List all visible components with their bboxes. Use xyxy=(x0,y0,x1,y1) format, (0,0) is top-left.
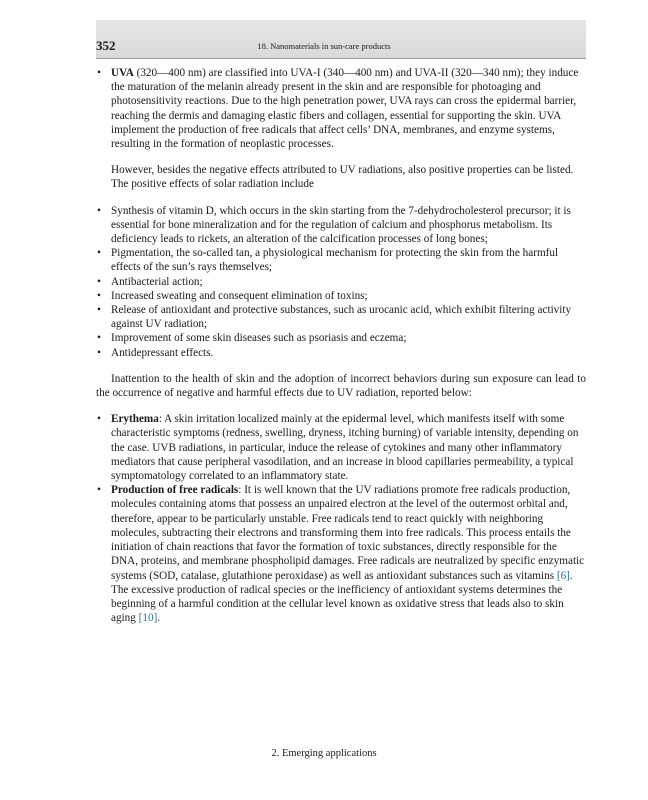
uva-term: UVA xyxy=(111,67,134,79)
however-paragraph: However, besides the negative effects attributed to UV radiations, also positive properties can be listed. xyxy=(111,164,574,177)
running-title: 18. Nanomaterials in sun-care products xyxy=(257,41,391,51)
list-item: • Synthesis of vitamin D, which occurs in the skin starting from the 7-dehydrocholesterol precursor; it is essential for bone mineralization and for the regulation of calcium and phosphorus metabolism. Its deficiency leads to rickets, an alteration of the calcification processes of long bones; xyxy=(96,204,586,247)
erythema-text: : A skin irritation localized mainly at the epidermal level, which manifests itself with some characteristic symptoms (redness, swelling, dryness, itching burning) of variable intensity, depending on the case. UVB radiations, in particular, induce the release of cytokines and many other inflammatory mediators that cause peripheral vasodilation, and an increase in blood capillaries permeability, a typical symptomatology correlated to an inflammatory state. xyxy=(111,413,579,483)
list-item: • Antibacterial action; xyxy=(96,275,586,289)
erythema-bullet xyxy=(96,412,586,483)
footer-section-title: 2. Emerging applications xyxy=(271,748,377,759)
body-text xyxy=(96,66,586,625)
list-item: • Antidepressant effects. xyxy=(96,346,586,360)
free-radicals-text-2: . The excessive production of radical species or the inefficiency of antioxidant systems determines the beginning of a harmful condition at the cellular level known as oxidative stress that leads also to skin aging xyxy=(111,569,573,625)
harmful-effects-list xyxy=(96,412,586,625)
free-radicals-text-3: . xyxy=(157,612,161,625)
list-item: • Pigmentation, the so-called tan, a physiological mechanism for protecting the skin from the harmful effects of the sun’s rays themselves; xyxy=(96,246,586,274)
uva-list xyxy=(96,66,586,151)
header-bar xyxy=(96,20,586,59)
list-item: • Release of antioxidant and protective substances, such as urocanic acid, which exhibit filtering activity against UV radiation; xyxy=(96,303,586,331)
uva-bullet xyxy=(96,66,586,151)
citation-link-6[interactable]: [6] xyxy=(556,569,570,582)
erythema-term: Erythema xyxy=(111,413,159,426)
positive-effects-list xyxy=(96,204,586,360)
inattention-paragraph: Inattention to the health of skin and the adoption of incorrect behaviors during sun exposure can lead to the occurrence of negative and harmful effects due to UV radiation, reported below: xyxy=(96,372,586,400)
uva-text: (320—400 nm) are classified into UVA-I (340—400 nm) and UVA-II (320—340 nm); they induce the maturation of the melanin already present in the skin and are responsible for photoaging and photosensitivity reactions. Due to the high penetration power, UVA rays can cross the epidermal barrier, reaching the dermis and damaging elastic fibers and collagen, essential for supporting the skin. UVA implement the production of free radicals that affect cells’ DNA, membranes, and enzyme systems, resulting in the formation of neoplastic processes. xyxy=(111,67,579,151)
free-radicals-bullet xyxy=(96,483,586,625)
page-number: 352 xyxy=(96,38,116,53)
free-radicals-term: Production of free radicals xyxy=(111,484,239,497)
citation-link-10[interactable]: [10] xyxy=(138,612,158,625)
free-radicals-text-1: : It is well known that the UV radiations promote free radicals production, molecules containing atoms that possess an unpaired electron at the level of the outermost orbital and, therefore, appear to be particularly unstable. Free radicals tend to react quickly with neighboring molecules, subtracting their electrons and transforming them into free radicals. This process entails the initiation of chain reactions that favor the formation of toxic substances, directly responsible for the DNA, proteins, and membrane phospholipid damages. Free radicals are neutralized by specific enzymatic systems (SOD, catalase, glutathione peroxidase) as well as antioxidant substances such as vitamins xyxy=(111,484,585,582)
list-item: • Improvement of some skin diseases such as psoriasis and eczema; xyxy=(96,331,586,345)
positive-intro: The positive effects of solar radiation include xyxy=(111,178,314,191)
list-item: • Increased sweating and consequent elimination of toxins; xyxy=(96,289,586,303)
